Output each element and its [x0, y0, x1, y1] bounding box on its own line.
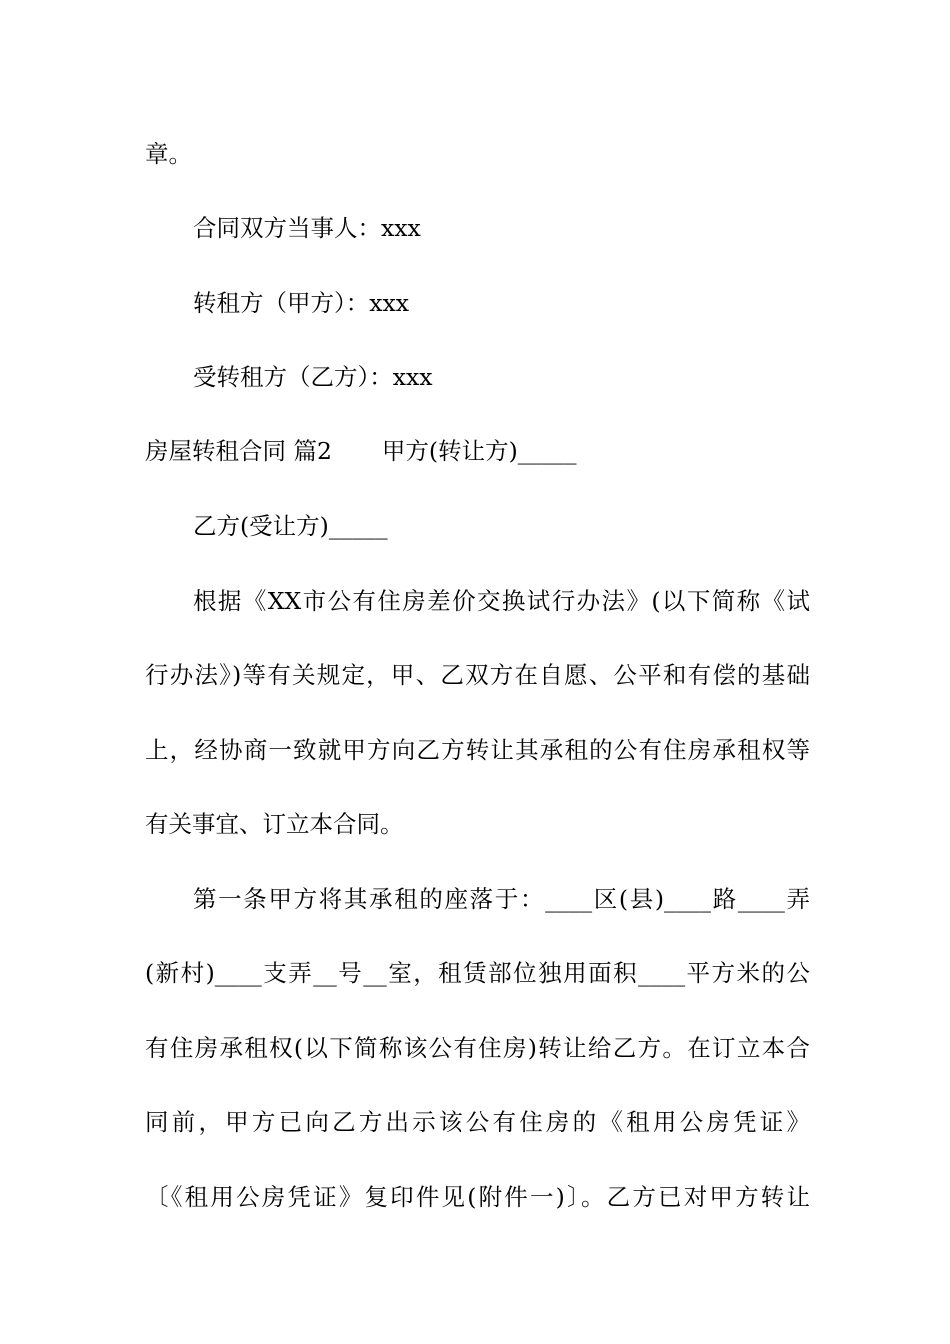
- article-line: 〔《租用公房凭证》复印件见(附件一)〕。乙方已对甲方转让: [145, 1183, 810, 1211]
- article-line: (新村)____支弄__号__室，租赁部位独用面积____平方米的公: [145, 959, 810, 987]
- sublessor-line: 转租方（甲方）：xxx: [193, 289, 410, 317]
- party-b-line: 乙方(受让方)_____: [193, 512, 388, 540]
- paragraph-line: 根据《XX市公有住房差价交换试行办法》(以下简称《试: [193, 587, 810, 615]
- article-line: 同前，甲方已向乙方出示该公有住房的《租用公房凭证》: [145, 1108, 810, 1136]
- paragraph-line: 章。: [145, 140, 192, 168]
- section-title: 房屋转租合同 篇2: [145, 437, 332, 465]
- article-line: 第一条甲方将其承租的座落于：____区(县)____路____弄: [193, 885, 810, 913]
- sublessee-line: 受转租方（乙方）：xxx: [193, 363, 433, 391]
- article-line: 有住房承租权(以下简称该公有住房)转让给乙方。在订立本合: [145, 1034, 810, 1062]
- paragraph-line: 有关事宜、订立本合同。: [145, 810, 404, 838]
- section-heading-line: [145, 434, 810, 468]
- party-line: 合同双方当事人：xxx: [193, 214, 421, 242]
- paragraph-line: 行办法》)等有关规定，甲、乙双方在自愿、公平和有偿的基础: [145, 661, 810, 689]
- paragraph-line: 上，经协商一致就甲方向乙方转让其承租的公有住房承租权等: [145, 736, 810, 764]
- party-a-label: 甲方(转让方)_____: [381, 437, 577, 465]
